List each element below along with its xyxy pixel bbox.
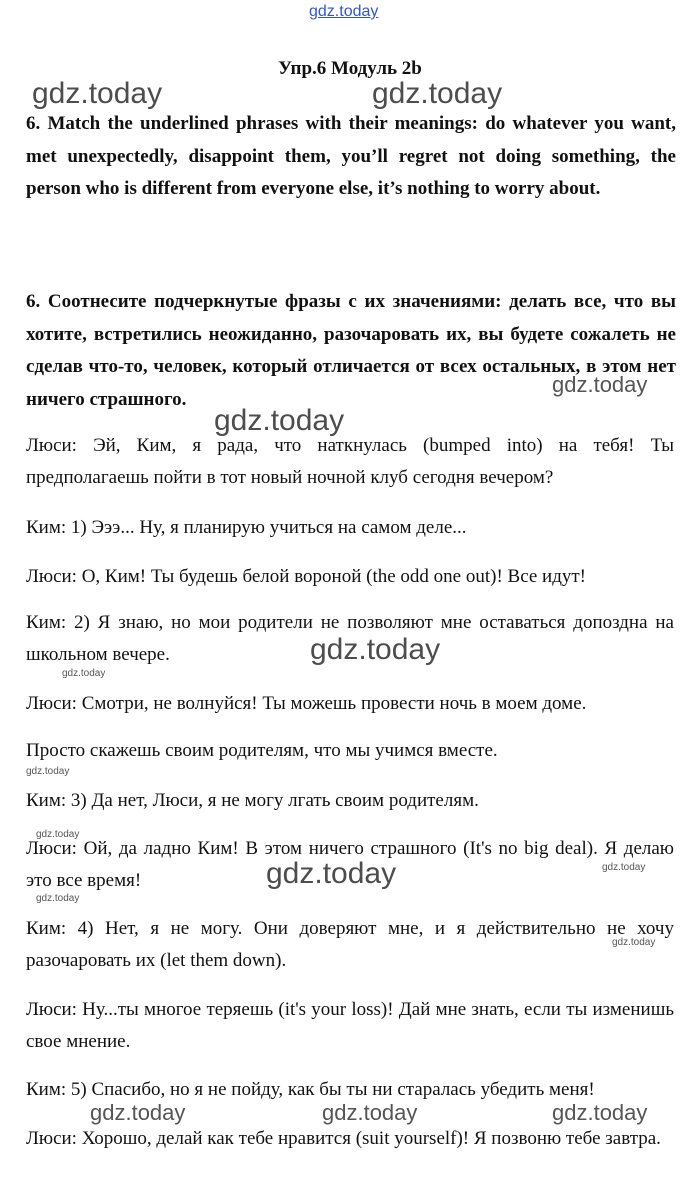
dialogue-line-4: Ким: 2) Я знаю, но мои родители не позволяют мне оставаться допоздна на школьном вечере. [26,612,674,665]
watermark: gdz.today [36,829,80,840]
watermark-top-link[interactable]: gdz.today [309,3,379,20]
watermark: gdz.today [62,668,106,679]
watermark: gdz.today [552,1100,648,1125]
watermark: gdz.today [552,372,648,397]
dialogue-line-8: Люси: Ой, да ладно Ким! В этом ничего страшного (It's no big deal). Я делаю это все время! [26,838,674,891]
watermark: gdz.today [612,937,656,948]
dialogue-line-10: Люси: Ну...ты многое теряешь (it's your loss)! Дай мне знать, если ты изменишь свое мнение. [26,999,674,1052]
dialogue-line-9: Ким: 4) Нет, я не могу. Они доверяют мне, и я действительно не хочу разочаровать их (let them down). [26,918,674,971]
task-english: 6. Match the underlined phrases with their meanings: do whatever you want, met unexpectedly, disappoint them, you’ll regret not doing something, the person who is different from everyone else, it’s nothing to worry about. [26,113,676,200]
watermark: gdz.today [36,893,80,904]
watermark: gdz.today [322,1100,418,1125]
watermark: gdz.today [26,766,70,777]
watermark: gdz.today [214,404,345,437]
dialogue-line-3: Люси: О, Ким! Ты будешь белой вороной (the odd one out)! Все идут! [26,566,587,587]
exercise-title: Упр.6 Модуль 2b [278,58,422,79]
dialogue-line-11: Ким: 5) Спасибо, но я не пойду, как бы ты ни старалась убедить меня! [26,1079,595,1100]
watermark: gdz.today [372,77,503,110]
dialogue-line-2: Ким: 1) Эээ... Ну, я планирую учиться на самом деле... [26,517,467,538]
watermark: gdz.today [266,857,397,890]
watermark: gdz.today [90,1100,186,1125]
dialogue-line-12: Люси: Хорошо, делай как тебе нравится (suit yourself)! Я позвоню тебе завтра. [26,1128,661,1149]
dialogue-line-7: Ким: 3) Да нет, Люси, я не могу лгать своим родителям. [26,790,479,811]
dialogue-line-1: Люси: Эй, Ким, я рада, что наткнулась (bumped into) на тебя! Ты предполагаешь пойти в тот новый ночной клуб сегодня вечером? [26,435,674,488]
watermark: gdz.today [602,862,646,873]
dialogue-line-5: Люси: Смотри, не волнуйся! Ты можешь провести ночь в моем доме. [26,693,587,714]
task-russian: 6. Соотнесите подчеркнутые фразы с их значениями: делать все, что вы хотите, встретились неожиданно, разочаровать их, вы будете сожалеть не сделав что-то, человек, который отличается от всех остальных, в этом нет ничего страшного. [26,291,676,410]
watermark: gdz.today [32,77,163,110]
watermark: gdz.today [310,633,441,666]
dialogue-line-6: Просто скажешь своим родителям, что мы учимся вместе. [26,740,498,761]
